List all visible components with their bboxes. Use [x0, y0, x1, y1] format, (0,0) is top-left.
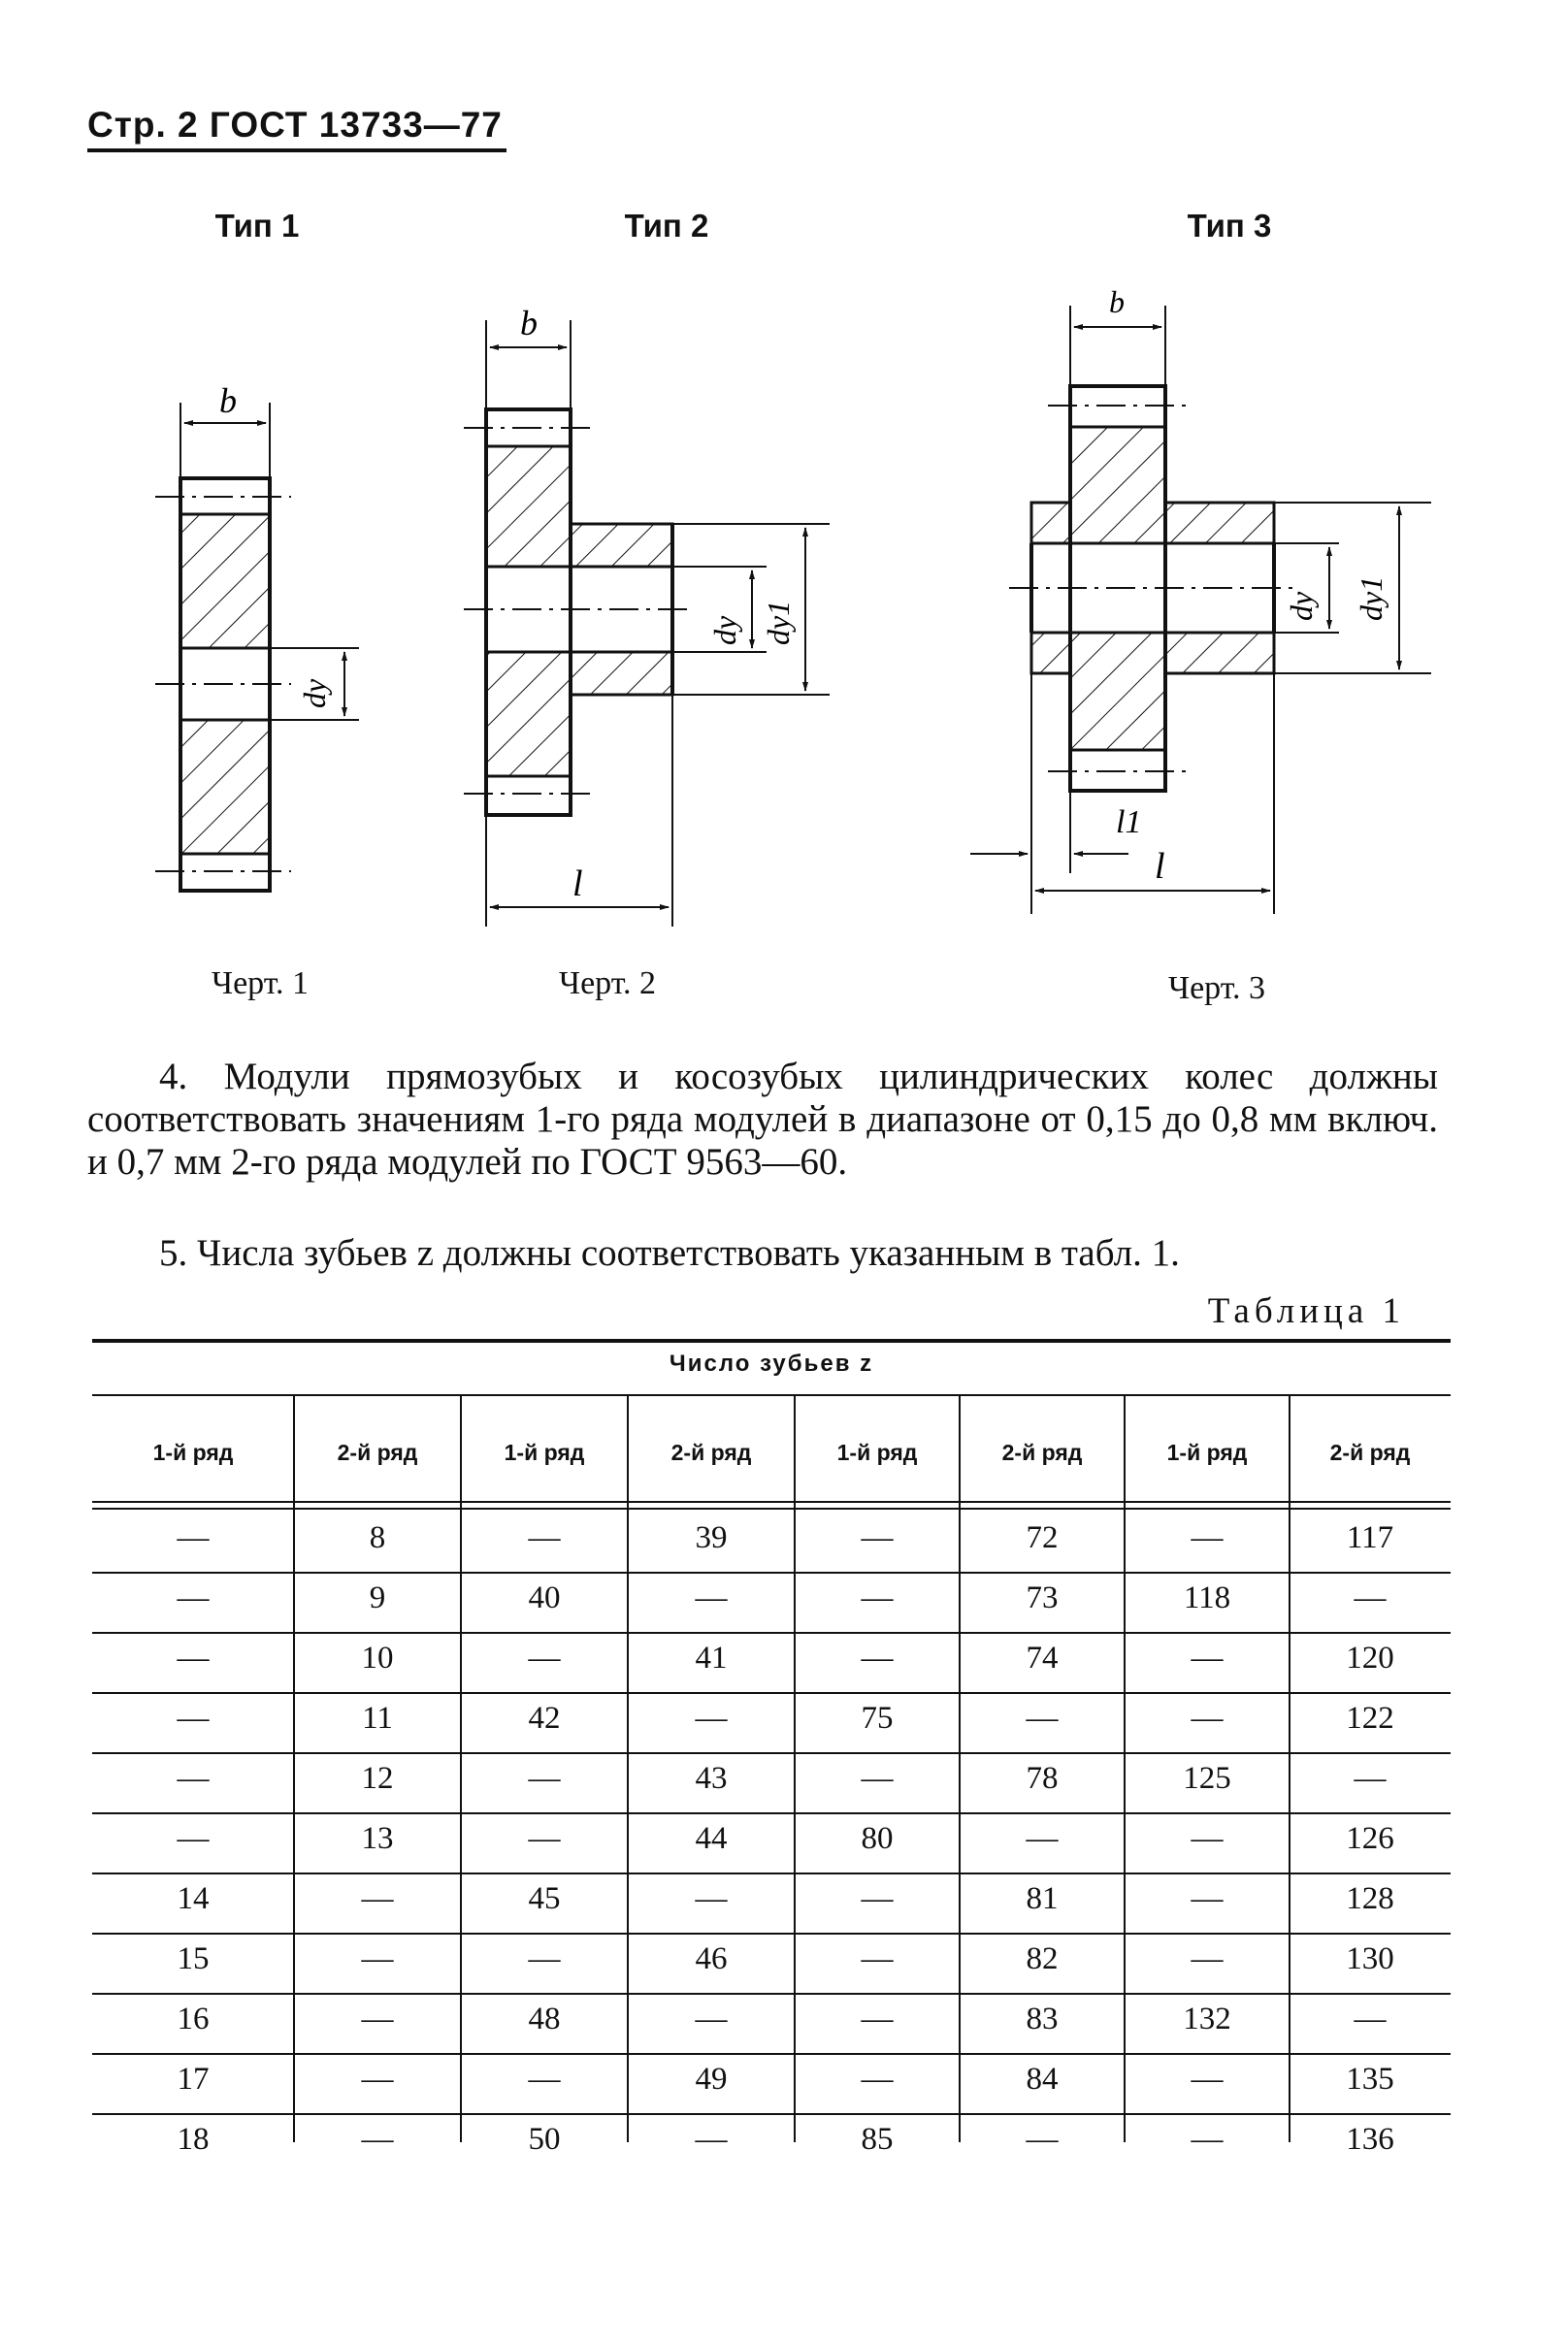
type-2-label: Тип 2 [624, 208, 709, 244]
table-cell: — [1354, 2002, 1387, 2036]
page-header: Стр. 2 ГОСТ 13733—77 [87, 105, 503, 145]
fig2-dim-dy1: dу1 [761, 600, 796, 645]
table-cell: 126 [1346, 1821, 1394, 1856]
table-cell: 46 [695, 1941, 728, 1976]
table-cell: 13 [361, 1821, 394, 1856]
table-body-rule [92, 1501, 1451, 1503]
table-cell: 12 [361, 1761, 394, 1796]
table-row-rule [92, 1632, 1451, 1634]
table-row-rule [92, 1873, 1451, 1874]
table-cell: — [177, 1701, 210, 1736]
table-cell: — [1354, 1580, 1387, 1615]
table-cell: 43 [695, 1761, 728, 1796]
table-cell: 50 [528, 2122, 561, 2157]
table-row-rule [92, 1692, 1451, 1694]
table-cell: — [177, 1641, 210, 1676]
table-cell: 44 [695, 1821, 728, 1856]
table-row-rule [92, 1572, 1451, 1574]
col-header: 2-й ряд [1329, 1440, 1411, 1465]
table-top-rule [92, 1339, 1451, 1343]
table-cell: — [1191, 1641, 1224, 1676]
table-cell: 48 [528, 2002, 561, 2036]
table-cell: — [861, 1761, 894, 1796]
table-cell: 132 [1183, 2002, 1231, 2036]
table-row-rule [92, 1752, 1451, 1754]
table-cell: 14 [177, 1881, 210, 1916]
table-cell: — [1026, 1701, 1059, 1736]
table-cell: — [528, 2062, 561, 2097]
fig3-dim-dy1: dу1 [1354, 575, 1388, 621]
table-cell: 45 [528, 1881, 561, 1916]
col-header: 2-й ряд [1001, 1440, 1083, 1465]
table-cell: — [861, 1941, 894, 1976]
col-header: 2-й ряд [670, 1440, 752, 1465]
table-cell: — [1354, 1761, 1387, 1796]
table-cell: — [1191, 2062, 1224, 2097]
table-title: Таблица 1 [1207, 1291, 1405, 1331]
table-cell: — [695, 1580, 728, 1615]
table-super-header: Число зубьев z [669, 1351, 874, 1377]
table-cell: — [361, 2002, 394, 2036]
table-cell: — [177, 1580, 210, 1615]
table-row-rule [92, 2053, 1451, 2055]
table-cell: 72 [1026, 1520, 1059, 1555]
table-cell: 130 [1346, 1941, 1394, 1976]
paragraph-4: 4. Модули прямозубых и косозубых цилиндрических колес должны соответствовать значениям 1-го ряда модулей в диапазоне от 0,15 до 0,8 мм включ. и 0,7 мм 2-го ряда модулей по ГОСТ 9563—60. [87, 1056, 1438, 1183]
fig2-dim-dy: dу [707, 615, 742, 645]
table-cell: 84 [1026, 2062, 1059, 2097]
table-header-rule [92, 1394, 1451, 1396]
col-header: 1-й ряд [836, 1440, 918, 1465]
figure-1-caption: Черт. 1 [211, 965, 310, 1001]
table-row-rule [92, 1812, 1451, 1814]
table-cell: 117 [1346, 1520, 1394, 1555]
table-cell: — [1191, 1941, 1224, 1976]
table-cell: — [861, 2062, 894, 2097]
table-cell: — [528, 1761, 561, 1796]
fig1-dim-dy: dу [297, 678, 332, 708]
type-3-label: Тип 3 [1187, 208, 1272, 244]
table-row-rule [92, 1933, 1451, 1935]
paragraph-5: 5. Числа зубьев z должны соответствовать указанным в табл. 1. [159, 1232, 1180, 1274]
table-cell: 81 [1026, 1881, 1059, 1916]
table-cell: — [695, 2002, 728, 2036]
table-cell: — [528, 1520, 561, 1555]
table-cell: — [861, 2002, 894, 2036]
table-cell: 39 [695, 1520, 728, 1555]
table-cell: — [861, 1520, 894, 1555]
table-cell: — [1191, 1881, 1224, 1916]
table-cell: — [177, 1761, 210, 1796]
table-cell: 16 [177, 2002, 210, 2036]
table-cell: 118 [1183, 1580, 1231, 1615]
table-cell: 17 [177, 2062, 210, 2097]
table-cell: — [528, 1821, 561, 1856]
table-cell: — [361, 2062, 394, 2097]
table-cell: — [528, 1641, 561, 1676]
table-cell: 122 [1346, 1701, 1394, 1736]
table-cell: 9 [369, 1580, 386, 1615]
fig3-dim-b: b [1109, 284, 1125, 319]
table-row-rule [92, 2113, 1451, 2115]
table-cell: — [861, 1881, 894, 1916]
table-cell: 120 [1346, 1641, 1394, 1676]
table-cell: 49 [695, 2062, 728, 2097]
table-cell: 83 [1026, 2002, 1059, 2036]
fig2-dim-b: b [520, 304, 538, 342]
fig3-dim-l: l [1155, 846, 1165, 887]
table-row-rule [92, 1993, 1451, 1995]
table-cell: — [695, 2122, 728, 2157]
col-header: 2-й ряд [337, 1440, 418, 1465]
table-cell: 8 [369, 1520, 386, 1555]
type-1-label: Тип 1 [214, 208, 300, 244]
table-cell: — [177, 1520, 210, 1555]
col-header: 1-й ряд [1166, 1440, 1248, 1465]
fig3-dim-dy: dу [1284, 591, 1319, 621]
col-header: 1-й ряд [152, 1440, 234, 1465]
figure-2-drawing [464, 304, 830, 927]
fig2-dim-l: l [572, 863, 583, 904]
figure-3-caption: Черт. 3 [1167, 970, 1266, 1006]
table-cell: 15 [177, 1941, 210, 1976]
col-header: 1-й ряд [504, 1440, 585, 1465]
table-cell: — [1191, 1821, 1224, 1856]
table-cell: 74 [1026, 1641, 1059, 1676]
table-cell: 41 [695, 1641, 728, 1676]
fig1-dim-b: b [219, 381, 237, 420]
table-cell: 78 [1026, 1761, 1059, 1796]
figure-3-drawing [970, 284, 1431, 914]
table-cell: — [528, 1941, 561, 1976]
table-cell: 82 [1026, 1941, 1059, 1976]
table-cell: 125 [1183, 1761, 1231, 1796]
table-cell: — [695, 1881, 728, 1916]
table-cell: — [361, 2122, 394, 2157]
figure-2-caption: Черт. 2 [558, 965, 657, 1001]
table-cell: — [1191, 1520, 1224, 1555]
table-cell: 85 [861, 2122, 894, 2157]
figure-1-drawing [155, 381, 359, 891]
gear-drawings [0, 0, 1568, 1028]
table-cell: — [361, 1941, 394, 1976]
table-cell: — [1026, 1821, 1059, 1856]
table-cell: 10 [361, 1641, 394, 1676]
table-cell: 136 [1346, 2122, 1394, 2157]
table-cell: — [1026, 2122, 1059, 2157]
table-cell: — [177, 1821, 210, 1856]
table-cell: — [861, 1641, 894, 1676]
table-cell: 128 [1346, 1881, 1394, 1916]
table-cell: 18 [177, 2122, 210, 2157]
fig3-dim-l1: l1 [1116, 804, 1142, 840]
table-cell: 135 [1346, 2062, 1394, 2097]
table-cell: — [361, 1881, 394, 1916]
table-cell: — [861, 1580, 894, 1615]
table-cell: 11 [362, 1701, 393, 1736]
table-cell: 75 [861, 1701, 894, 1736]
table-body-rule [92, 1508, 1451, 1510]
table-cell: — [1191, 2122, 1224, 2157]
table-cell: — [1191, 1701, 1224, 1736]
table-cell: 42 [528, 1701, 561, 1736]
table-cell: 40 [528, 1580, 561, 1615]
table-cell: 73 [1026, 1580, 1059, 1615]
table-cell: 80 [861, 1821, 894, 1856]
table-cell: — [695, 1701, 728, 1736]
